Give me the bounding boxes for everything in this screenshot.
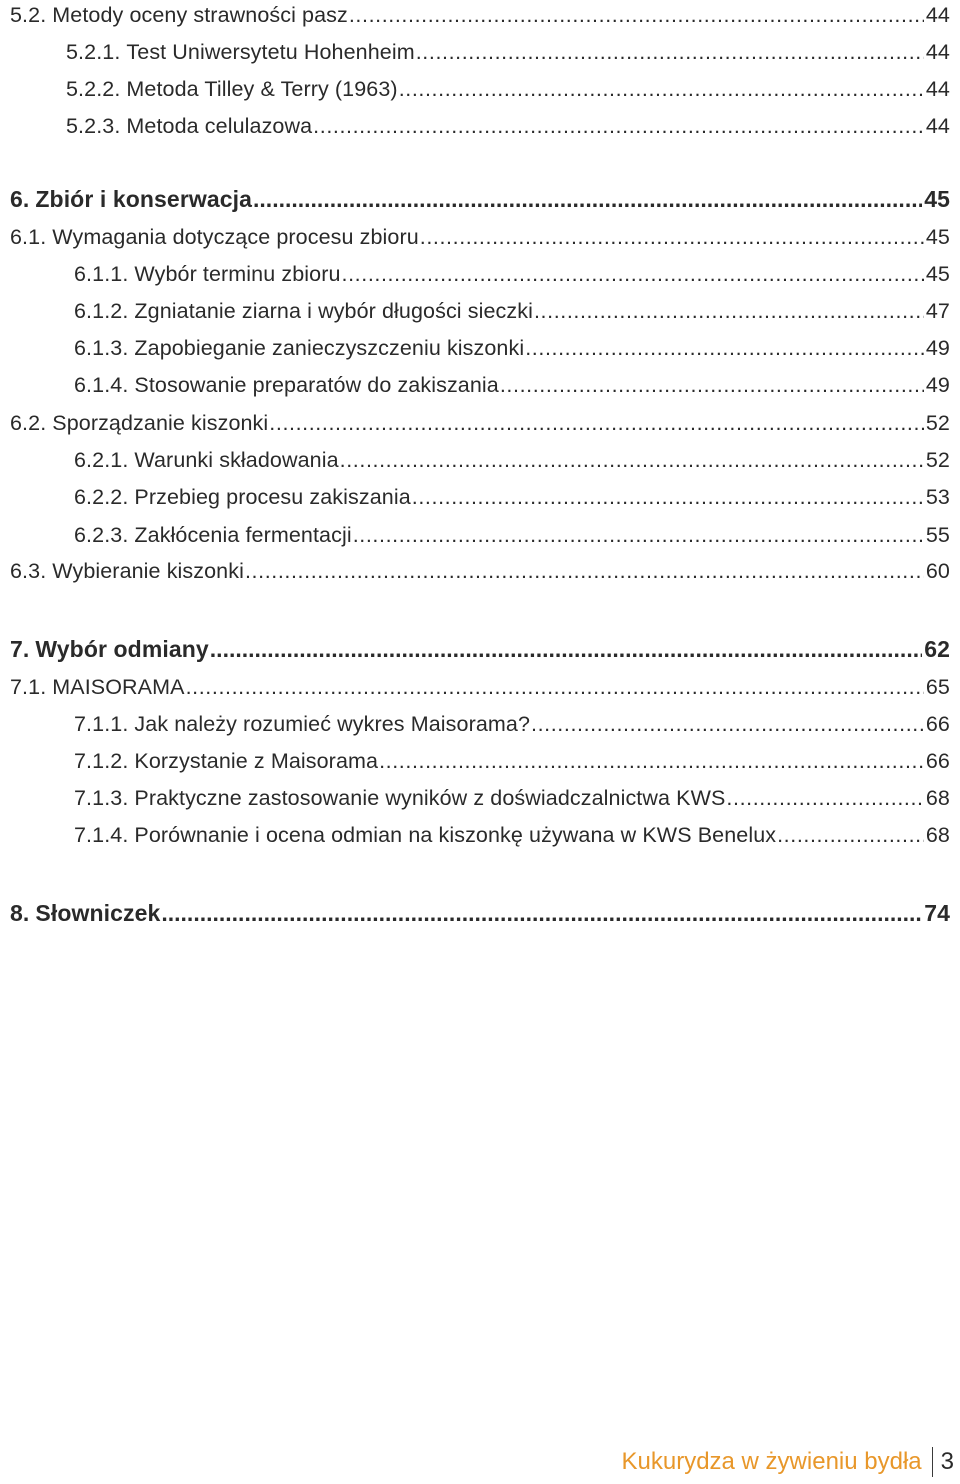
toc-entry-page: 44: [925, 77, 950, 101]
toc-entry[interactable]: [74, 333, 950, 363]
toc-dot-leader: [500, 370, 924, 400]
toc-entry-number: 6.2.2.: [74, 485, 129, 509]
toc-entry-number: 6.1.3.: [74, 336, 129, 360]
toc-entry-page: 66: [925, 712, 950, 736]
toc-entry-title: Wybór odmiany: [35, 636, 209, 662]
toc-dot-leader: [186, 672, 924, 702]
toc-entry-title: Sporządzanie kiszonki: [52, 411, 269, 435]
toc-entry-title: MAISORAMA: [52, 675, 185, 699]
toc-entry[interactable]: [74, 370, 950, 400]
page-number: 3: [940, 1448, 954, 1475]
toc-dot-leader: [379, 746, 924, 776]
toc-dot-leader: [416, 37, 924, 67]
toc-dot-leader: [534, 296, 924, 326]
toc-entry-title: Zbiór i konserwacja: [35, 186, 253, 212]
toc-entry[interactable]: [10, 222, 950, 252]
toc-entry[interactable]: [10, 634, 950, 664]
toc-entry-page: 68: [925, 786, 950, 810]
toc-entry-page: 44: [925, 40, 950, 64]
toc-dot-leader: [245, 556, 924, 586]
toc-entry[interactable]: [66, 111, 950, 141]
toc-entry-page: 49: [925, 373, 950, 397]
toc-entry[interactable]: [74, 783, 950, 813]
toc-entry-number: 7.1.3.: [74, 786, 129, 810]
toc-entry-number: 7.1.: [10, 675, 47, 699]
toc-entry[interactable]: [10, 556, 950, 586]
toc-dot-leader: [525, 333, 924, 363]
toc-entry-title: Jak należy rozumieć wykres Maisorama?: [134, 712, 531, 736]
toc-entry-title: Stosowanie preparatów do zakiszania: [134, 373, 499, 397]
toc-entry-number: 5.2.1.: [66, 40, 121, 64]
toc-entry[interactable]: [74, 520, 950, 550]
toc-entry-page: 60: [925, 559, 950, 583]
toc-dot-leader: [777, 820, 924, 850]
toc-entry-page: 55: [925, 523, 950, 547]
toc-entry[interactable]: [10, 408, 950, 438]
toc-entry-number: 6.1.1.: [74, 262, 129, 286]
toc-dot-leader: [161, 898, 922, 928]
toc-dot-leader: [412, 482, 924, 512]
toc-entry-number: 6.2.1.: [74, 448, 129, 472]
toc-entry-title: Wymagania dotyczące procesu zbioru: [52, 225, 419, 249]
toc-entry[interactable]: [74, 296, 950, 326]
toc-entry[interactable]: [10, 672, 950, 702]
toc-entry-page: 66: [925, 749, 950, 773]
toc-entry[interactable]: [74, 820, 950, 850]
toc-entry-number: 5.2.2.: [66, 77, 121, 101]
toc-entry-number: 6.: [10, 186, 30, 212]
toc-dot-leader: [531, 709, 924, 739]
toc-entry-number: 6.1.4.: [74, 373, 129, 397]
toc-entry-number: 5.2.3.: [66, 114, 121, 138]
toc-entry-page: 45: [925, 262, 950, 286]
toc-entry-number: 7.1.4.: [74, 823, 129, 847]
toc-entry[interactable]: [74, 709, 950, 739]
toc-dot-leader: [342, 259, 924, 289]
toc-dot-leader: [420, 222, 924, 252]
toc-entry[interactable]: [74, 259, 950, 289]
toc-entry-number: 6.2.3.: [74, 523, 129, 547]
toc-entry-title: Słowniczek: [35, 900, 161, 926]
toc-entry-number: 7.1.1.: [74, 712, 129, 736]
toc-entry-title: Praktyczne zastosowanie wyników z doświadczalnictwa KWS: [134, 786, 726, 810]
toc-entry-number: 6.1.2.: [74, 299, 129, 323]
toc-entry-title: Przebieg procesu zakiszania: [134, 485, 411, 509]
toc-entry[interactable]: [66, 74, 950, 104]
toc-entry-page: 49: [925, 336, 950, 360]
toc-entry-title: Test Uniwersytetu Hohenheim: [126, 40, 415, 64]
toc-entry-page: 62: [924, 636, 950, 662]
toc-dot-leader: [349, 0, 924, 30]
toc-entry-title: Porównanie i ocena odmian na kiszonkę używana w KWS Benelux: [134, 823, 777, 847]
toc-entry-title: Warunki składowania: [134, 448, 339, 472]
toc-entry[interactable]: [10, 0, 950, 30]
toc-entry-title: Wybieranie kiszonki: [52, 559, 244, 583]
toc-entry[interactable]: [66, 37, 950, 67]
toc-entry-page: 74: [924, 900, 950, 926]
toc-entry-page: 53: [925, 485, 950, 509]
toc-dot-leader: [340, 445, 924, 475]
page-footer: [622, 1444, 955, 1480]
toc-entry-page: 44: [925, 3, 950, 27]
toc-entry-number: 6.2.: [10, 411, 47, 435]
toc-dot-leader: [253, 184, 922, 214]
toc-entry-page: 47: [925, 299, 950, 323]
toc-entry[interactable]: [74, 746, 950, 776]
toc-entry-title: Metoda Tilley & Terry (1963): [126, 77, 398, 101]
toc-entry-number: 6.1.: [10, 225, 47, 249]
toc-entry-number: 5.2.: [10, 3, 47, 27]
toc-entry-page: 68: [925, 823, 950, 847]
toc-entry-page: 45: [924, 186, 950, 212]
toc-entry-number: 6.3.: [10, 559, 47, 583]
toc-dot-leader: [210, 634, 922, 664]
book-title: Kukurydza w żywieniu bydła: [621, 1448, 922, 1475]
toc-entry[interactable]: [74, 445, 950, 475]
toc-entry-number: 7.1.2.: [74, 749, 129, 773]
toc-entry-title: Zgniatanie ziarna i wybór długości sieczki: [134, 299, 533, 323]
toc-dot-leader: [313, 111, 924, 141]
toc-entry-number: 7.: [10, 636, 30, 662]
toc-entry-title: Wybór terminu zbioru: [134, 262, 341, 286]
toc-dot-leader: [726, 783, 923, 813]
toc-dot-leader: [399, 74, 924, 104]
toc-entry[interactable]: [10, 898, 950, 928]
toc-entry-page: 45: [925, 225, 950, 249]
toc-entry-title: Metoda celulazowa: [126, 114, 313, 138]
toc-entry-page: 44: [925, 114, 950, 138]
toc-entry[interactable]: [74, 482, 950, 512]
toc-entry-title: Zapobieganie zanieczyszczeniu kiszonki: [134, 336, 525, 360]
toc-entry-number: 8.: [10, 900, 30, 926]
toc-entry-page: 52: [925, 411, 950, 435]
toc-dot-leader: [269, 408, 924, 438]
toc-entry-page: 65: [925, 675, 950, 699]
toc-entry-title: Metody oceny strawności pasz: [52, 3, 348, 27]
toc-entry[interactable]: [10, 184, 950, 214]
toc-entry-title: Zakłócenia fermentacji: [134, 523, 352, 547]
footer-divider: [932, 1447, 933, 1477]
toc-entry-page: 52: [925, 448, 950, 472]
toc-dot-leader: [353, 520, 924, 550]
toc-entry-title: Korzystanie z Maisorama: [134, 749, 379, 773]
